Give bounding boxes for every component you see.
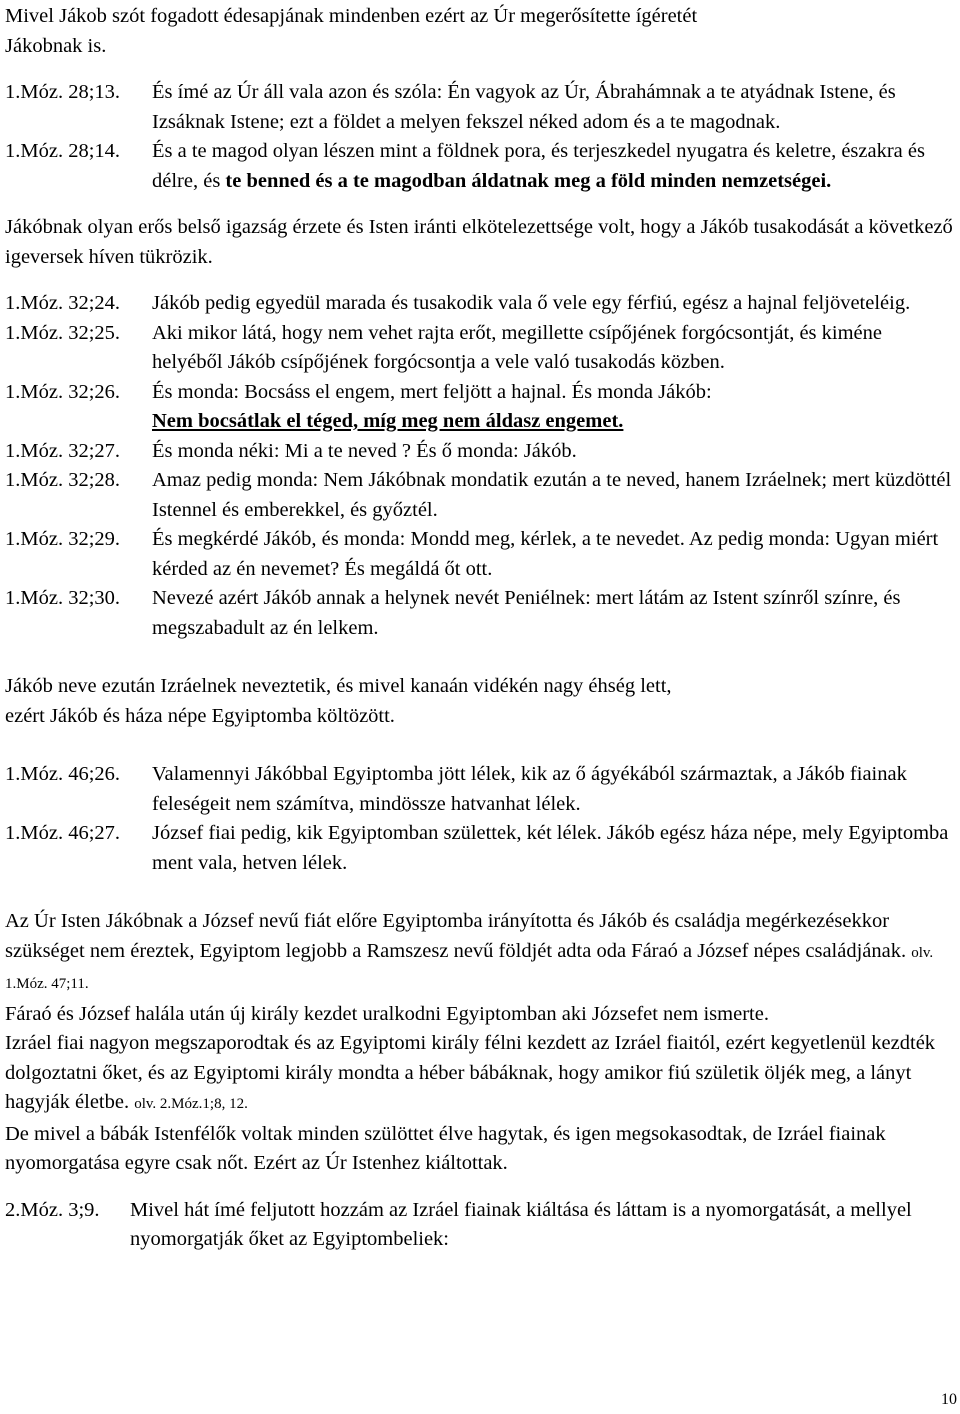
intro-line-2: Jákobnak is.	[5, 34, 107, 57]
verse-text: Amaz pedig monda: Nem Jákóbnak mondatik ezután a te neved, hanem Izráelnek; mert küzdöttél Istennel és emberekkel, és győztél.	[152, 469, 952, 521]
paragraph-joseph	[5, 907, 953, 1000]
verse-gen-32-26	[5, 378, 953, 437]
verse-gen-46-26	[5, 760, 953, 819]
verse-gen-32-30	[5, 584, 953, 643]
verse-text: Valamennyi Jákóbbal Egyiptomba jött lélek, kik az ő ágyékából származtak, a Jákób fiainak feleségeit nem számítva, mindössze hatvanhat lélek.	[152, 763, 907, 815]
paragraph-text: Az Úr Isten Jákóbnak a József nevű fiát előre Egyiptomba irányította és Jákób és családja megérkezésekkor szükséget nem éreztek, Egyiptom legjobb a Ramszesz nevű földjét adta oda Fáraó a József népes családjának.	[5, 910, 912, 962]
verse-ref: 1.Móz. 32;30.	[5, 587, 121, 609]
intro-paragraph	[5, 2, 953, 61]
verse-text	[152, 137, 953, 196]
verse-ex-3-9	[5, 1196, 953, 1255]
verse-text-emphasis: te benned és a te magodban áldatnak meg a föld minden nemzetségei.	[225, 169, 832, 192]
paragraph-line: Jákób neve ezután Izráelnek neveztetik, és mivel kanaán vidékén nagy éhség lett,	[5, 675, 672, 697]
verse-ref: 1.Móz. 32;26.	[5, 380, 121, 403]
paragraph-line: ezért Jákób és háza népe Egyiptomba költözött.	[5, 704, 395, 727]
verse-text: És monda néki: Mi a te neved ? És ő monda: Jákób.	[152, 439, 577, 462]
intro-line-1: Mivel Jákob szót fogadott édesapjának mindenben ezért az Úr megerősítette ígéretét	[5, 5, 698, 27]
paragraph-midwives: De mivel a bábák Istenfélők voltak minden szülöttet élve hagytak, és igen megsokasodtak, de Izráel fiainak nyomorgatása egyre csak nőt. Ezért az Úr Istenhez kiáltottak.	[5, 1122, 886, 1174]
verse-gen-46-27	[5, 819, 953, 878]
paragraph-truth: Jákóbnak olyan erős belső igazság érzete és Isten iránti elkötelezettsége volt, hogy a Jákób tusakodását a következő igeversek híven tükrözik.	[5, 216, 953, 268]
verse-text: És ímé az Úr áll vala azon és szóla: Én vagyok az Úr, Ábrahámnak a te atyádnak Istene, és Izsáknak Istene; ezt a földet a melyen fekszel néked adom és a te magodnak.	[152, 81, 896, 133]
verse-ref: 1.Móz. 46;27.	[5, 822, 121, 844]
verse-ref: 1.Móz. 28;14.	[5, 140, 121, 162]
verse-text-emphasis: Nem bocsátlak el téged, míg meg nem áldasz engemet.	[152, 410, 624, 432]
verse-text-plain: És monda: Bocsáss el engem, mert feljött a hajnal. És monda Jákób:	[152, 380, 712, 403]
verse-ref: 2.Móz. 3;9.	[5, 1198, 100, 1221]
paragraph-pharaoh-line: Fáraó és József halála után új király kezdet uralkodni Egyiptomban aki Józsefet nem ismerte.	[5, 1002, 769, 1025]
verse-text	[152, 378, 953, 437]
verse-ref: 1.Móz. 32;29.	[5, 528, 121, 550]
paragraph-pharaoh	[5, 1029, 953, 1120]
document-page	[5, 2, 953, 1255]
verse-text: József fiai pedig, kik Egyiptomban születtek, két lélek. Jákób egész háza népe, mely Egyiptomba ment vala, hetven lélek.	[152, 822, 949, 874]
paragraph-text: Izráel fiai nagyon megszaporodtak és az Egyiptomi király félni kezdett az Izráel fiaitól, ezért kegyetlenül kezdték dolgoztatni őket, és az Egyiptomi király mondta a héber bábáknak, hogy amikor fiú születik öljék meg, a lányt hagyják életbe.	[5, 1032, 936, 1113]
verse-gen-32-28	[5, 466, 953, 525]
verse-gen-32-24	[5, 289, 953, 319]
verse-ref: 1.Móz. 32;28.	[5, 469, 121, 491]
verse-text: Jákób pedig egyedül marada és tusakodik vala ő vele egy férfiú, egész a hajnal feljöveteléig.	[152, 292, 911, 314]
verse-text: És megkérdé Jákób, és monda: Mondd meg, kérlek, a te nevedet. Az pedig monda: Ugyan miért kérded az én nevemet? És megáldá őt ott.	[152, 528, 939, 580]
verse-text-plain: És a te magod olyan lészen mint a földnek pora, és terjeszkedel nyugatra és keletre, északra és délre, és	[152, 140, 925, 192]
verse-text: Nevezé azért Jákób annak a helynek nevét Peniélnek: mert látám az Istent színről színre, és megszabadult az én lelkem.	[152, 587, 901, 639]
reference-note: olv. 1.Móz. 47;11.	[5, 944, 934, 992]
verse-ref: 1.Móz. 46;26.	[5, 763, 121, 785]
paragraph-israel	[5, 672, 953, 731]
verse-ref: 1.Móz. 32;27.	[5, 439, 121, 462]
verse-ref: 1.Móz. 28;13.	[5, 81, 121, 103]
page-number: 10	[941, 1391, 957, 1408]
verse-gen-32-25	[5, 319, 953, 378]
verse-ref: 1.Móz. 32;24.	[5, 292, 121, 314]
verse-gen-32-29	[5, 525, 953, 584]
verse-text: Aki mikor látá, hogy nem vehet rajta erőt, megillette csípőjének forgócsontját, és kiméne helyéből Jákób csípőjének forgócsontja a vele való tusakodás közben.	[152, 321, 883, 373]
verse-text: Mivel hát ímé feljutott hozzám az Izráel fiainak kiáltása és láttam is a nyomorgatását, a mellyel nyomorgatják őket az Egyiptombeliek:	[130, 1198, 912, 1250]
reference-note: olv. 2.Móz.1;8, 12.	[134, 1096, 248, 1112]
verse-gen-28-14	[5, 137, 953, 196]
verse-gen-28-13	[5, 78, 953, 137]
verse-ref: 1.Móz. 32;25.	[5, 321, 121, 344]
verse-gen-32-27	[5, 437, 953, 467]
